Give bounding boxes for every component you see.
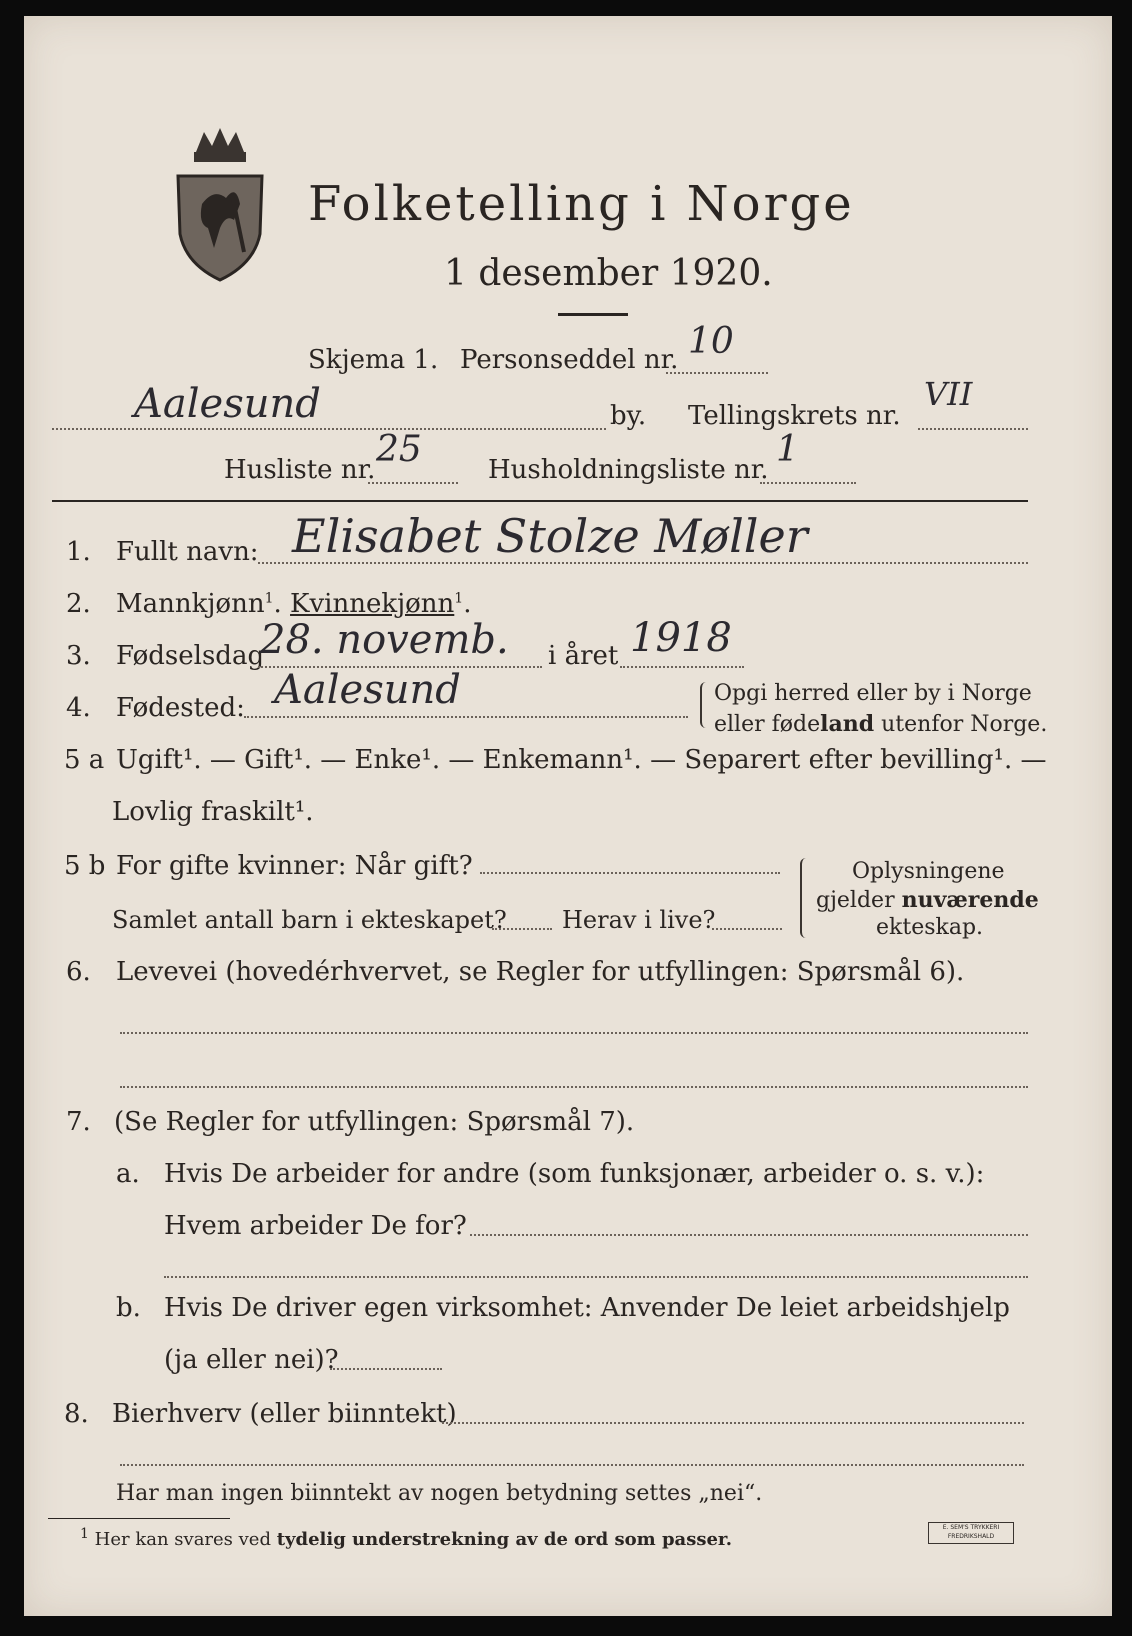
q5b-alive: Herav i live? (562, 906, 716, 934)
marital-status-options: Ugift¹. — Gift¹. — Enke¹. — Enkemann¹. — Separert efter bevilling¹. — (116, 745, 1047, 775)
q3-label: Fødselsdag (116, 641, 265, 671)
q4-number: 4. (66, 693, 91, 723)
q7b-line1: Hvis De driver egen virksomhet: Anvender De leiet arbeidshjelp (164, 1293, 1010, 1323)
husholdning-label: Husholdningsliste nr. (488, 455, 769, 485)
husliste-label: Husliste nr. (224, 455, 376, 485)
footnote (80, 1524, 732, 1556)
q7b-answer-line (330, 1368, 442, 1370)
full-name-value: Elisabet Stolze Møller (292, 509, 808, 563)
q7a-employer-line-2 (164, 1276, 1028, 1278)
printer-stamp: E. SEM'S TRYKKERI FREDRIKSHALD (928, 1522, 1014, 1544)
q4-note-2b: land (820, 711, 875, 737)
q5b-note-1: Oplysningene (852, 859, 1005, 884)
husliste-value: 25 (376, 429, 422, 470)
q6-line-2 (120, 1086, 1028, 1088)
q7a-line2: Hvem arbeider De for? (164, 1211, 467, 1241)
q7a-line1: Hvis De arbeider for andre (som funksjonær, arbeider o. s. v.): (164, 1159, 985, 1189)
q4-note-2c: utenfor Norge. (874, 712, 1048, 737)
title-divider (558, 313, 628, 316)
male-option: Mannkjønn (116, 589, 265, 619)
q4-brace (700, 682, 708, 728)
q7-text: (Se Regler for utfyllingen: Spørsmål 7). (114, 1107, 635, 1137)
q2-number: 2. (66, 589, 91, 619)
footnote-mark: 1 (80, 1526, 89, 1542)
q7b-line2: (ja eller nei)? (164, 1345, 339, 1375)
q4-note-1: Opgi herred eller by i Norge (714, 681, 1032, 706)
husholdning-value: 1 (776, 429, 799, 470)
year-line (620, 666, 744, 668)
q5b-note-2a: gjelder (816, 888, 902, 913)
q8-line-2 (120, 1464, 1024, 1466)
q5a-number: 5 a (64, 745, 105, 775)
q5b-alive-line (712, 928, 782, 930)
personseddel-line (666, 372, 768, 374)
q5b-note-3: ekteskap. (876, 915, 984, 940)
census-form-page (24, 16, 1112, 1616)
footnote-rule (48, 1518, 230, 1519)
q8-line (442, 1422, 1024, 1424)
form-title: Folketelling i Norge (308, 176, 855, 232)
q5b-number: 5 b (64, 851, 106, 881)
q5b-children-line (492, 928, 552, 930)
birthday-value: 28. novemb. (260, 617, 509, 663)
q5b-brace (800, 858, 810, 938)
header-rule (52, 500, 1028, 502)
tellingskrets-value: VII (924, 375, 973, 413)
q8-number: 8. (64, 1399, 89, 1429)
by-label: by. (610, 401, 647, 431)
coat-of-arms-icon (174, 124, 266, 284)
marital-status-divorced: Lovlig fraskilt¹. (112, 797, 314, 827)
bottom-note: Har man ingen biinntekt av nogen betydning settes „nei“. (116, 1481, 763, 1506)
birthplace-value: Aalesund (274, 667, 461, 713)
q1-number: 1. (66, 537, 91, 567)
tellingskrets-label: Tellingskrets nr. (688, 401, 901, 431)
city-line (52, 428, 606, 430)
q4-note-2a: eller føde (714, 712, 821, 737)
q2-gender: Mannkjønn$^1$. Kvinnekjønn$^1$. (116, 589, 472, 619)
q5b-when-married: For gifte kvinner: Når gift? (116, 851, 473, 881)
husholdning-line (760, 482, 856, 484)
husliste-line (368, 482, 458, 484)
q6-text: Levevei (hovedérhvervet, se Regler for utfyllingen: Spørsmål 6). (116, 957, 965, 987)
q8-text: Bierhverv (eller biinntekt) (112, 1399, 457, 1429)
q5b-children-total: Samlet antall barn i ekteskapet? (112, 906, 507, 934)
skjema-label: Skjema 1. (308, 345, 439, 375)
q5b-when-line (480, 872, 780, 874)
q7b-label: b. (116, 1293, 141, 1323)
q6-number: 6. (66, 957, 91, 987)
personseddel-label: Personseddel nr. (460, 345, 679, 375)
tellingskrets-line (918, 428, 1028, 430)
q4-label: Fødested: (116, 693, 245, 723)
q6-line-1 (120, 1032, 1028, 1034)
q5b-note-2 (816, 886, 1039, 915)
footnote-text-b: tydelig understrekning av de ord som passer. (276, 1529, 733, 1550)
q7-number: 7. (66, 1107, 91, 1137)
female-option: Kvinnekjønn (290, 589, 455, 619)
q5b-note-2b: nuværende (901, 887, 1039, 913)
personseddel-value: 10 (688, 321, 734, 362)
q1-label: Fullt navn: (116, 537, 259, 567)
q7a-employer-line (470, 1234, 1028, 1236)
year-label: i året (548, 641, 619, 671)
q7a-label: a. (116, 1159, 140, 1189)
city-value: Aalesund (134, 381, 321, 427)
footnote-text-a: Her kan svares ved (94, 1529, 277, 1550)
q3-number: 3. (66, 641, 91, 671)
q4-note-2 (714, 710, 1047, 739)
birth-year-value: 1918 (630, 615, 732, 661)
birthplace-line (244, 716, 688, 718)
census-date: 1 desember 1920. (444, 253, 773, 294)
